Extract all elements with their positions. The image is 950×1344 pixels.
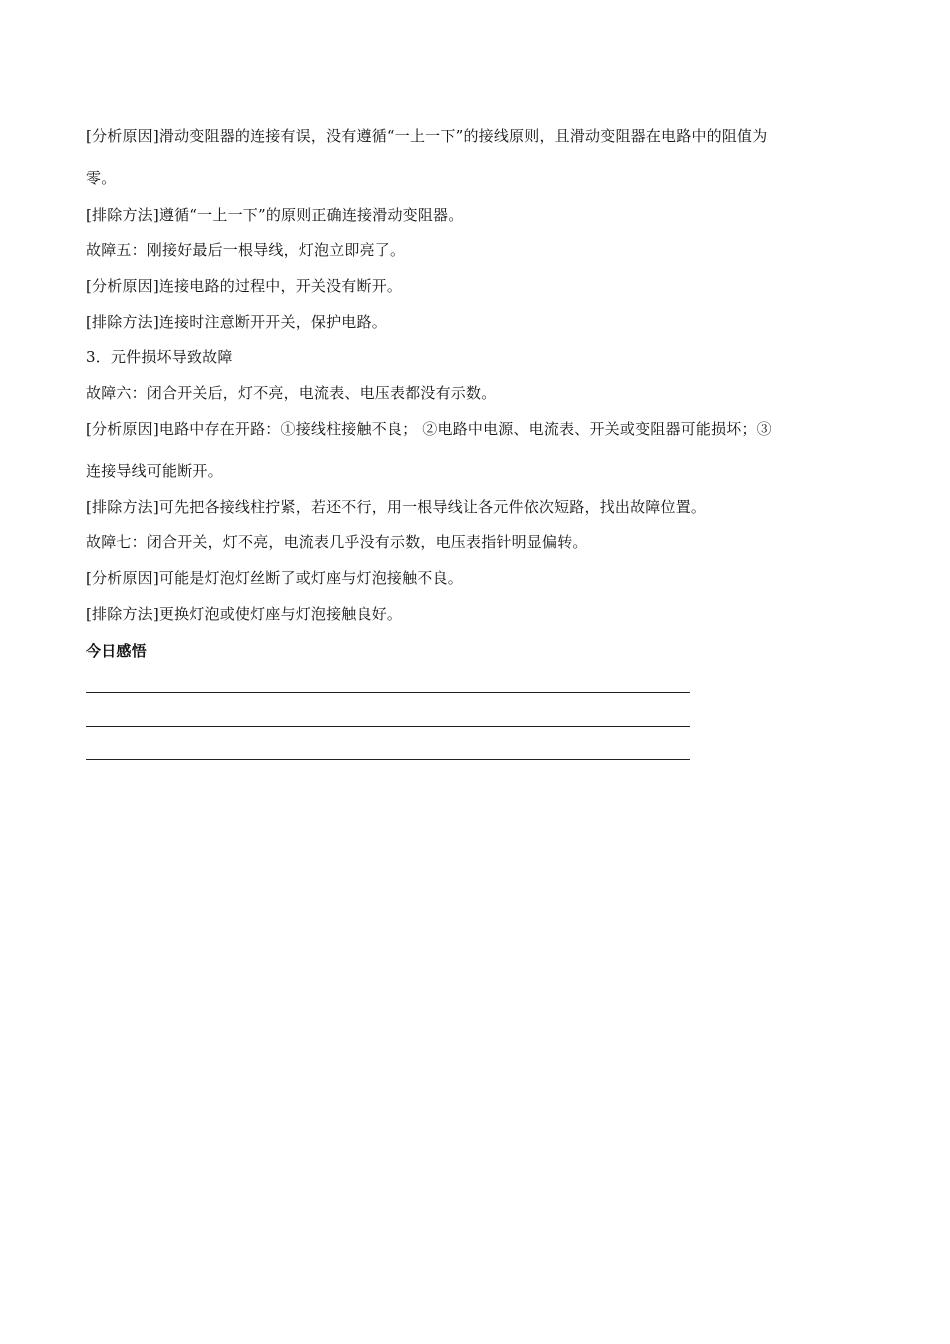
fix-method-line: [排除方法]遵循“一上一下”的原则正确连接滑动变阻器。 [86,206,464,224]
fault-six-line: 故障六：闭合开关后，灯不亮，电流表、电压表都没有示数。 [86,384,497,402]
fix-method-line: [排除方法]连接时注意断开开关，保护电路。 [86,313,387,331]
analysis-cause-line: [分析原因]电路中存在开路：①接线柱接触不良； ②电路中电源、电流表、开关或变阻器可能损坏；③ [86,420,772,438]
fix-method-line: [排除方法]可先把各接线柱拧紧，若还不行，用一根导线让各元件依次短路，找出故障位置。 [86,498,707,516]
fault-five-line: 故障五：刚接好最后一根导线，灯泡立即亮了。 [86,241,406,259]
analysis-cause-line: [分析原因]连接电路的过程中，开关没有断开。 [86,277,403,295]
analysis-cause-line: [分析原因]可能是灯泡灯丝断了或灯座与灯泡接触不良。 [86,569,463,587]
reflection-heading: 今日感悟 [86,642,147,660]
fault-seven-line: 故障七：闭合开关，灯不亮，电流表几乎没有示数，电压表指针明显偏转。 [86,533,588,551]
reflection-blank-line [86,726,690,727]
section-heading-component-damage: 3．元件损坏导致故障 [86,348,233,366]
analysis-cause-line: [分析原因]滑动变阻器的连接有误，没有遵循“一上一下”的接线原则，且滑动变阻器在电路中的阻值为 [86,127,768,145]
reflection-blank-line [86,759,690,760]
fix-method-line: [排除方法]更换灯泡或使灯座与灯泡接触良好。 [86,605,403,623]
analysis-cause-continuation: 连接导线可能断开。 [86,462,223,480]
analysis-cause-continuation: 零。 [86,169,117,187]
reflection-blank-line [86,692,690,693]
